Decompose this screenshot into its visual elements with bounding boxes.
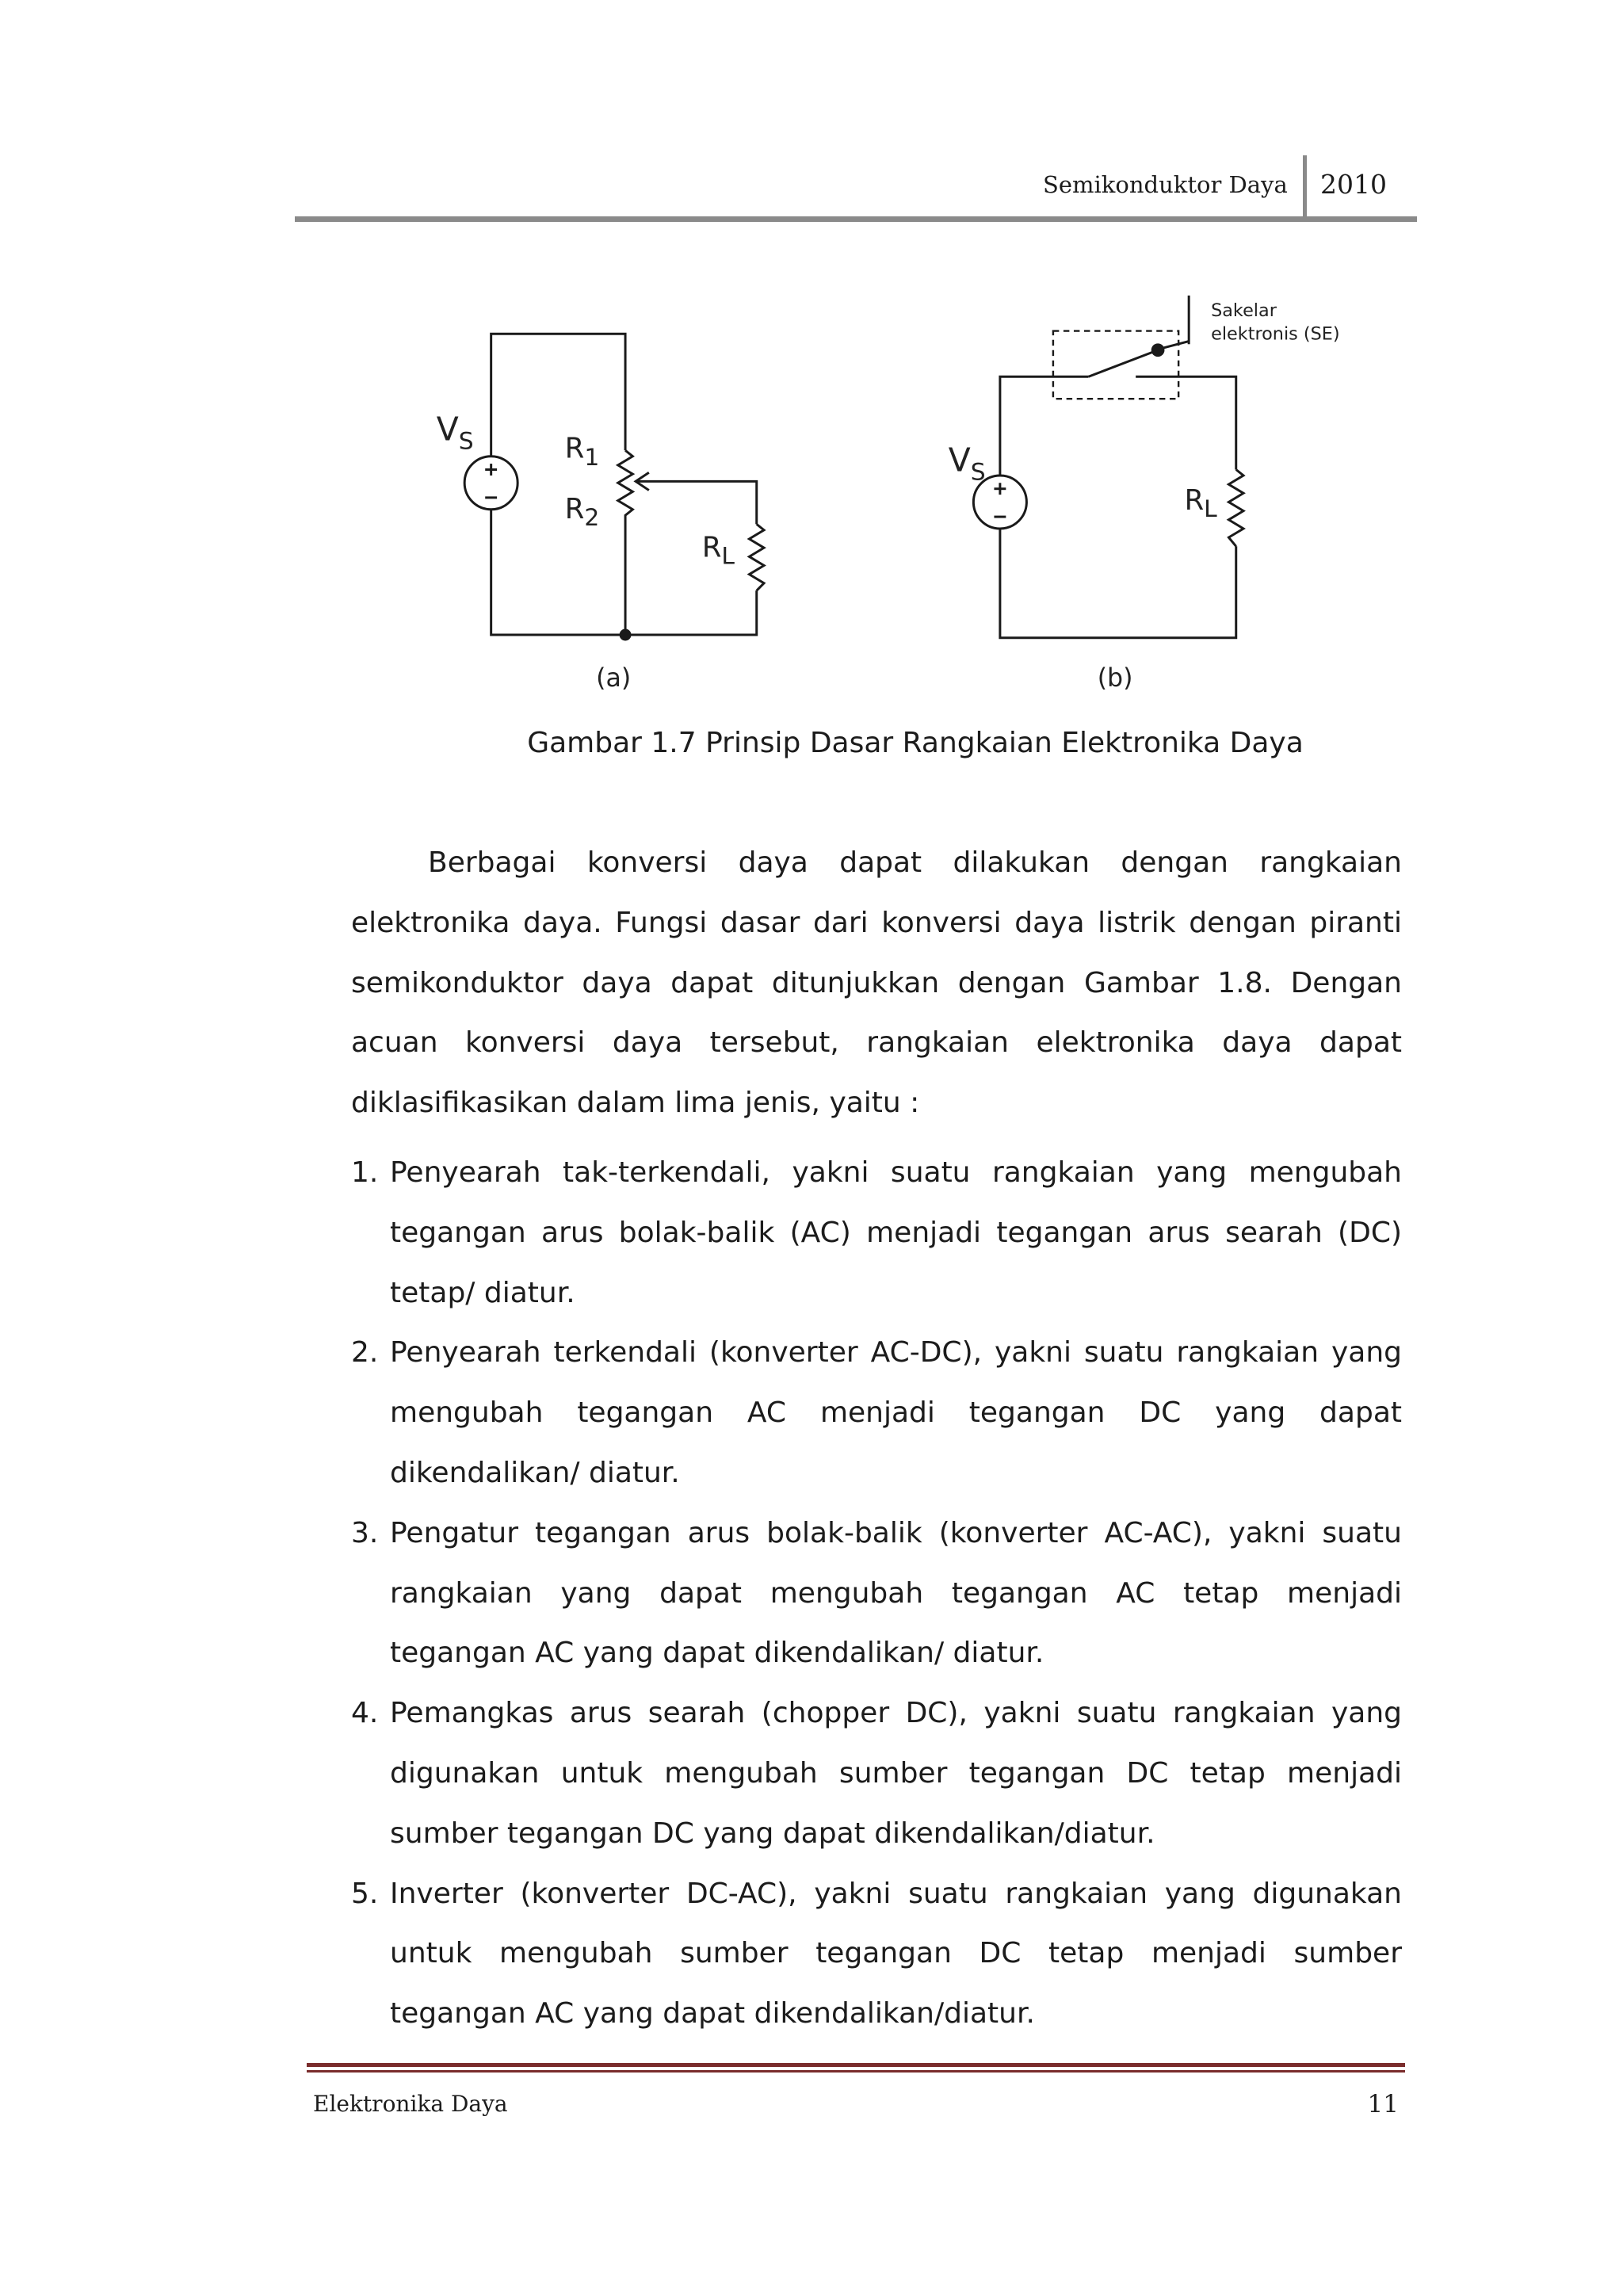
header-rule [295, 216, 1417, 222]
list-item-line: digunakan untuk mengubah sumber tegangan DC tetap menjadi [390, 1756, 1402, 1790]
label-vs-a-main: V [436, 410, 459, 449]
list-item-line: Penyearah terkendali (konverter AC-DC), yakni suatu rangkaian yang [390, 1336, 1402, 1370]
switch-label-line-1: Sakelar [1211, 300, 1277, 321]
label-vs-b [949, 441, 986, 486]
list-item-line: dikendalikan/ diatur. [390, 1456, 680, 1489]
list-item-line: sumber tegangan DC yang dapat dikendalikan/diatur. [390, 1817, 1155, 1850]
label-r1-sub: 1 [584, 443, 600, 472]
list-item-line: Pemangkas arus searah (chopper DC), yakni suatu rangkaian yang [390, 1697, 1402, 1730]
running-header-title: Semikonduktor Daya [1043, 171, 1288, 198]
list-item [351, 1503, 1402, 1683]
list-item-text [390, 1864, 1402, 2044]
numbered-list [351, 1143, 1402, 2044]
label-r2 [565, 493, 600, 532]
panel-a-label: (a) [596, 664, 632, 693]
figure-caption: Gambar 1.7 Prinsip Dasar Rangkaian Elektronika Daya [527, 727, 1304, 759]
label-vs-b-sub: S [970, 458, 986, 487]
paragraph-line: acuan konversi daya tersebut, rangkaian elektronika daya dapat [351, 1026, 1402, 1060]
body-paragraph [351, 833, 1402, 1133]
list-item-line: tegangan arus bolak-balik (AC) menjadi tegangan arus searah (DC) [390, 1216, 1402, 1249]
label-r2-sub: 2 [584, 504, 600, 533]
circuit-figure [413, 281, 1372, 701]
list-item-line: tetap/ diatur. [390, 1276, 575, 1309]
label-rl-b-sub: L [1204, 495, 1217, 524]
list-item-text [390, 1683, 1402, 1863]
page-number: 11 [1367, 2090, 1399, 2118]
potentiometer-icon [618, 450, 633, 635]
label-r1 [565, 433, 600, 472]
wire-b-right-top [1136, 376, 1236, 469]
electronic-switch-box-icon [1053, 331, 1178, 399]
label-rl-b [1185, 484, 1218, 523]
list-item-line: mengubah tegangan AC menjadi tegangan DC yang dapat [390, 1396, 1402, 1430]
list-item-line: tegangan AC yang dapat dikendalikan/ diatur. [390, 1637, 1044, 1670]
paragraph-line: elektronika daya. Fungsi dasar dari konversi daya listrik dengan piranti [351, 906, 1402, 939]
list-item-number: 4. [351, 1697, 379, 1730]
label-rl-a-sub: L [721, 542, 735, 571]
list-item [351, 1323, 1402, 1503]
list-item-number: 3. [351, 1516, 379, 1549]
label-r1-main: R [564, 432, 585, 465]
circuit-panel-b [949, 296, 1340, 693]
label-rl-a [702, 531, 735, 570]
list-item-number: 2. [351, 1336, 379, 1370]
running-header-year: 2010 [1320, 169, 1387, 200]
label-r2-main: R [564, 492, 585, 525]
paragraph-line: semikonduktor daya dapat ditunjukkan dengan Gambar 1.8. Dengan [351, 966, 1402, 999]
label-vs-a-sub: S [458, 427, 474, 456]
label-vs-a [437, 410, 474, 455]
circuit-panel-a [437, 334, 764, 693]
list-item [351, 1143, 1402, 1323]
junction-dot-icon [620, 629, 632, 641]
list-item-text [390, 1143, 1402, 1323]
footer-rule [307, 2063, 1405, 2067]
switch-blade-icon [1089, 350, 1158, 377]
paragraph-line: diklasifikasikan dalam lima jenis, yaitu : [351, 1087, 920, 1120]
wire-b-left-top [1000, 376, 1089, 476]
list-item [351, 1864, 1402, 2044]
wiper-wire [637, 481, 757, 524]
list-item-text [390, 1503, 1402, 1683]
paragraph-line: Berbagai konversi daya dapat dilakukan dengan rangkaian [428, 846, 1402, 879]
switch-contact-dot-icon [1151, 343, 1165, 357]
footer-rule-thin [307, 2070, 1405, 2073]
footer-book-title: Elektronika Daya [313, 2091, 508, 2117]
list-item-number: 5. [351, 1877, 379, 1910]
list-item-line: untuk mengubah sumber tegangan DC tetap menjadi sumber [390, 1937, 1402, 1970]
list-item-text [390, 1323, 1402, 1503]
label-rl-a-main: R [701, 531, 722, 564]
load-resistor-b-icon [1228, 470, 1243, 547]
list-item-line: Pengatur tegangan arus bolak-balik (konverter AC-AC), yakni suatu [390, 1516, 1402, 1549]
label-vs-b-main: V [948, 441, 971, 479]
list-item-line: tegangan AC yang dapat dikendalikan/diatur. [390, 1997, 1035, 2030]
list-item-line: Penyearah tak-terkendali, yakni suatu rangkaian yang mengubah [390, 1156, 1402, 1189]
header-divider-bar [1303, 155, 1307, 220]
list-item-number: 1. [351, 1156, 379, 1189]
label-rl-b-main: R [1184, 483, 1205, 517]
panel-b-label: (b) [1097, 664, 1133, 693]
wire-a-bottom [491, 510, 757, 635]
wire-a-left-top [491, 334, 625, 457]
switch-link-icon [1161, 342, 1189, 349]
list-item-line: Inverter (konverter DC-AC), yakni suatu rangkaian yang digunakan [390, 1877, 1402, 1910]
load-resistor-a-icon [749, 524, 764, 590]
wire-b-bottom [1000, 529, 1236, 638]
list-item-line: rangkaian yang dapat mengubah tegangan AC tetap menjadi [390, 1576, 1402, 1610]
switch-label-line-2: elektronis (SE) [1211, 323, 1340, 345]
list-item [351, 1683, 1402, 1863]
